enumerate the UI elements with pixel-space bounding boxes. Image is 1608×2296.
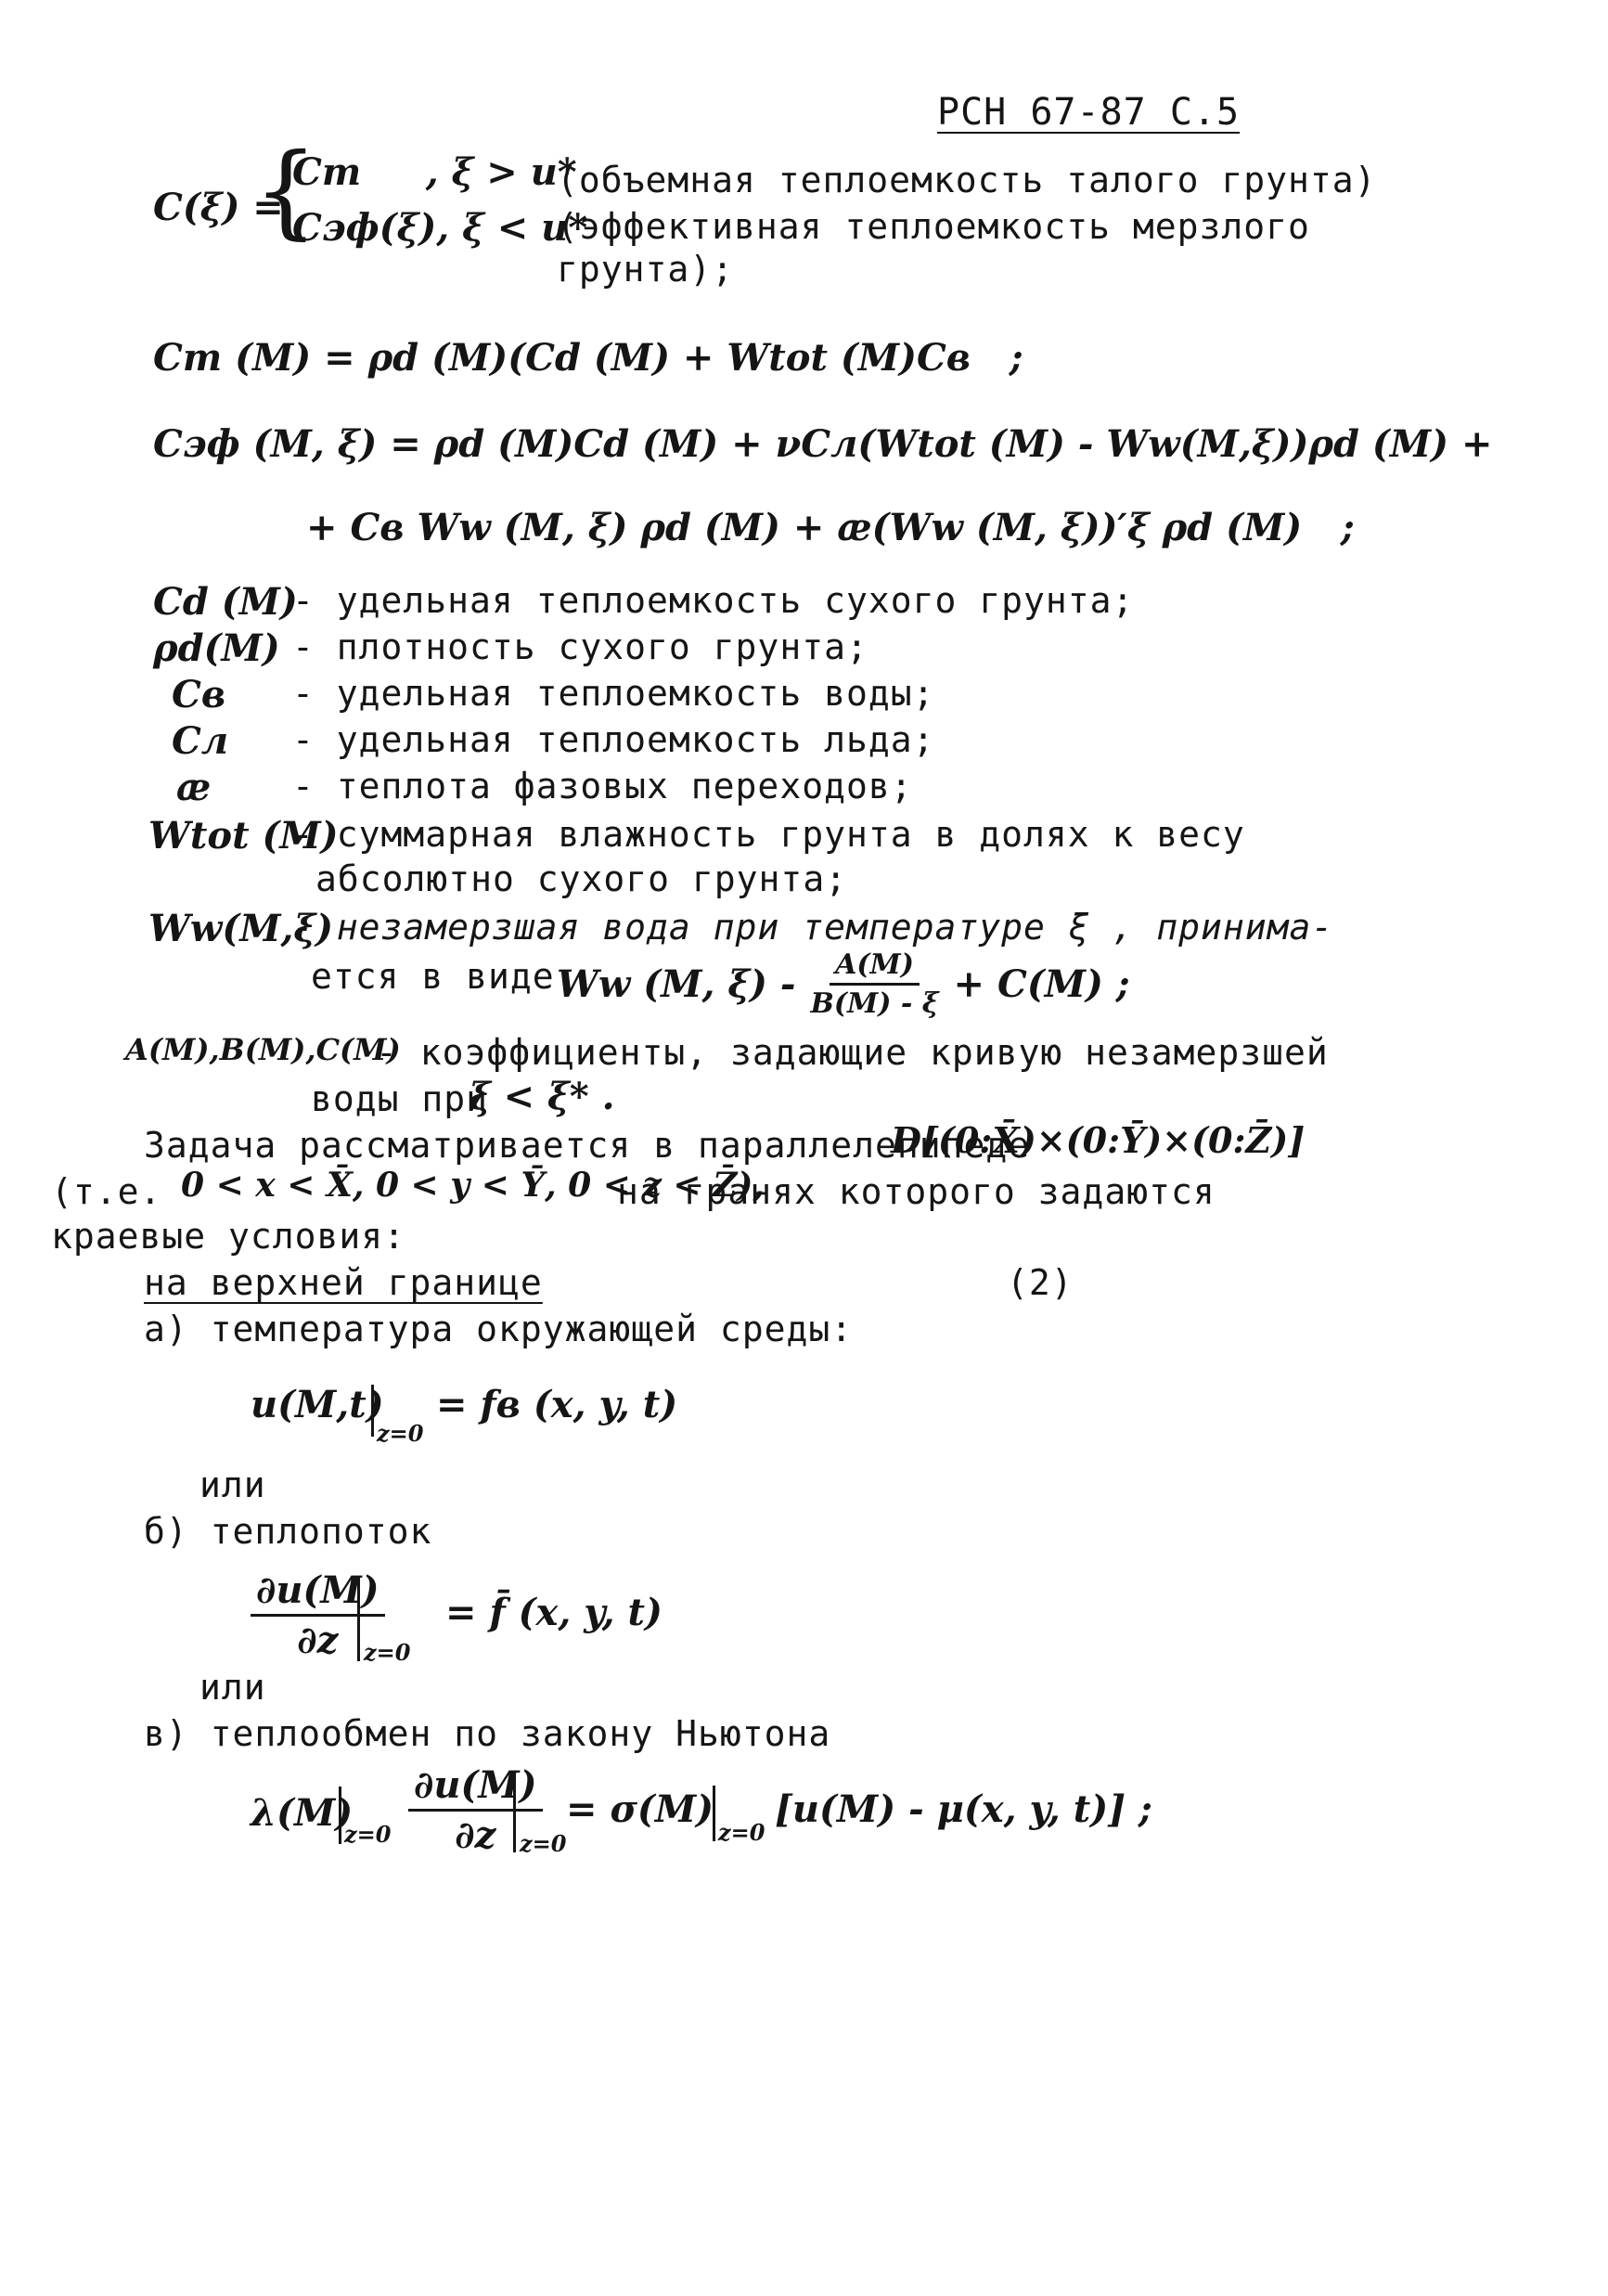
ww-lhs: Ww (M, ξ) - bbox=[557, 962, 796, 1006]
def-symbol: Cd (M) bbox=[153, 580, 298, 624]
def-symbol: Ww(M,ξ) bbox=[148, 907, 334, 950]
ww-rhs: + C(M) ; bbox=[953, 962, 1130, 1006]
equation-number: (2) bbox=[1007, 1262, 1074, 1303]
evaluation-bar bbox=[713, 1786, 715, 1841]
task-line-3: краевые условия: bbox=[51, 1216, 406, 1257]
note-frozen-1: (эффективная теплоемкость мерзлого bbox=[557, 206, 1310, 247]
document-code: РСН 67-87 С.5 bbox=[937, 91, 1241, 134]
def-symbol: Cв bbox=[172, 673, 226, 716]
coef-symbols: A(M),B(M),C(M) bbox=[125, 1032, 401, 1067]
equation-ceff-line2: + Cв Ww (M, ξ) ρd (M) + æ(Ww (M, ξ))′ξ ρd (M) ; bbox=[306, 506, 1355, 549]
condition-c-subscript-1: z=0 bbox=[344, 1821, 392, 1848]
c-xi-case-frozen: Cэф(ξ), ξ < u* bbox=[292, 206, 588, 250]
condition-c-subscript-3: z=0 bbox=[718, 1819, 765, 1846]
def-symbol: æ bbox=[176, 766, 212, 809]
note-frozen-2: грунта); bbox=[557, 249, 735, 290]
condition-a-label: а) температура окружающей среды: bbox=[144, 1309, 854, 1349]
ww-fraction bbox=[804, 948, 944, 1020]
piecewise-brace: { bbox=[253, 131, 318, 250]
evaluation-bar bbox=[357, 1578, 360, 1661]
coef-text-1: - коэффициенты, задающие кривую незамерзшей bbox=[376, 1032, 1329, 1073]
boundary-heading: на верхней границе bbox=[144, 1262, 543, 1303]
def-text: - удельная теплоемкость сухого грунта; bbox=[292, 580, 1135, 621]
def-symbol: Wtot (M) bbox=[148, 814, 339, 858]
coef-condition: ξ < ξ* . bbox=[469, 1075, 615, 1118]
ww-prefix: ется в виде bbox=[311, 956, 555, 997]
c-xi-lhs: C(ξ) = bbox=[153, 186, 284, 229]
ww-formula bbox=[557, 948, 1130, 1020]
def-text: - суммарная влажность грунта в долях к весу bbox=[292, 814, 1245, 855]
def-text-continued: абсолютно сухого грунта; bbox=[315, 858, 848, 899]
condition-b-label: б) теплопоток bbox=[144, 1511, 432, 1552]
condition-b-subscript: z=0 bbox=[364, 1639, 411, 1666]
def-text: - удельная теплоемкость воды; bbox=[292, 673, 935, 714]
task-line-2-end: на гранях которого задаются bbox=[617, 1171, 1216, 1212]
or-text: или bbox=[199, 1464, 266, 1505]
derivative-numerator: ∂u(M) bbox=[408, 1763, 543, 1812]
task-inequalities: 0 < x < X̄, 0 < y < Ȳ, 0 < z < Z̄), bbox=[181, 1166, 765, 1205]
equation-ct: Cт (M) = ρd (M)(Cd (M) + Wtot (M)Cв ; bbox=[153, 336, 1023, 380]
task-line-1: Задача рассматривается в параллелепипеде bbox=[144, 1125, 1031, 1166]
condition-a-subscript: z=0 bbox=[377, 1420, 424, 1447]
evaluation-bar bbox=[339, 1786, 341, 1844]
condition-a-lhs: u(M,t) bbox=[251, 1383, 384, 1426]
def-symbol: Cл bbox=[172, 719, 229, 763]
ww-numerator: A(M) bbox=[830, 948, 920, 986]
ww-denominator: B(M) - ξ bbox=[810, 987, 939, 1020]
derivative-denominator: ∂z bbox=[455, 1813, 496, 1857]
def-text: - незамерзшая вода при температуре ξ , принима- bbox=[292, 907, 1334, 948]
def-text: - теплота фазовых переходов; bbox=[292, 766, 913, 806]
condition-c-label: в) теплообмен по закону Ньютона bbox=[144, 1713, 831, 1754]
condition-c-subscript-2: z=0 bbox=[520, 1830, 567, 1857]
c-xi-case-thawed: Cт , ξ > u* bbox=[292, 150, 577, 194]
or-text: или bbox=[199, 1667, 266, 1708]
condition-c-rhs: [u(M) - μ(x, y, t)] ; bbox=[775, 1787, 1152, 1831]
coef-text-2: воды при bbox=[311, 1078, 489, 1119]
derivative-denominator: ∂z bbox=[297, 1619, 339, 1662]
equation-ceff-line1: Cэф (M, ξ) = ρd (M)Cd (M) + νCл(Wtot (M) - Ww(M,ξ))ρd (M) + bbox=[153, 422, 1493, 466]
task-line-2-start: (т.е. bbox=[51, 1171, 162, 1212]
condition-c-lambda: λ(M) bbox=[251, 1791, 354, 1835]
condition-c-sigma: = σ(M) bbox=[566, 1787, 714, 1831]
condition-b-rhs: = f̄ (x, y, t) bbox=[445, 1591, 662, 1634]
evaluation-bar bbox=[513, 1774, 516, 1852]
def-text: - удельная теплоемкость льда; bbox=[292, 719, 935, 760]
task-domain: D[(0:X̄)×(0:Ȳ)×(0:Z̄)] bbox=[891, 1119, 1306, 1161]
note-thawed: (объемная теплоемкость талого грунта) bbox=[557, 160, 1377, 200]
derivative-numerator: ∂u(M) bbox=[251, 1568, 385, 1617]
def-text: - плотность сухого грунта; bbox=[292, 626, 868, 667]
def-symbol: ρd(M) bbox=[153, 626, 280, 670]
evaluation-bar bbox=[371, 1385, 374, 1437]
condition-a-rhs: = fв (x, y, t) bbox=[436, 1383, 678, 1426]
